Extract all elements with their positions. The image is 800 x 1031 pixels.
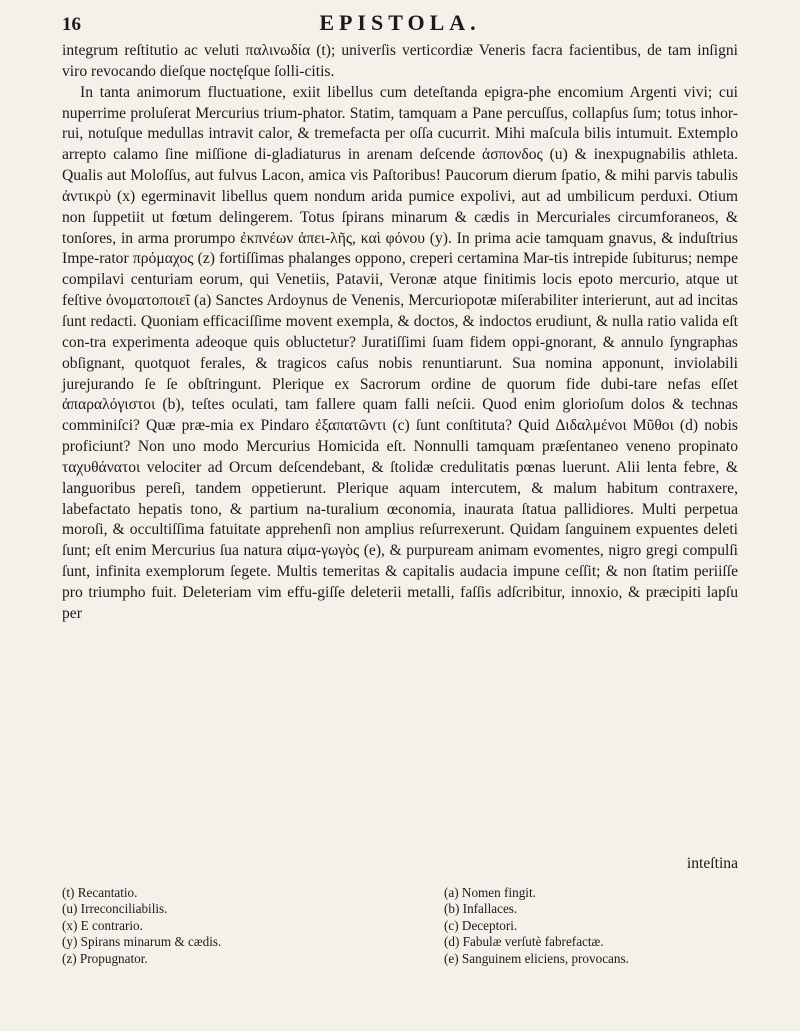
footnote: (x) E contrario. [62,917,143,933]
footnotes-right-column [400,885,738,967]
footnote: (t) Recantatio. [62,885,138,900]
footnote: (d) Fabulæ verſutè fabrefactæ. [444,934,604,950]
footnotes-left-column [62,885,400,967]
page-header [62,10,738,40]
paragraph: integrum reſtitutio ac veluti παλινωδία (t); univerſis verticordiæ Veneris facra facientibus, de tam inſigni viro revocando dieſque noctęſque ſolli-citis. [62,42,738,80]
body-text [62,41,738,625]
paragraph: In tanta animorum fluctuatione, exiit libellus cum deteſtanda epigra-phe encomium Argenti vivi; cui nuperrime proluſerat Mercurius trium-phator. Statim, tamquam a Pane percuſſus, collapſus ſum; totus inhor-rui, notuſque medullas intravit calor, & tremefacta per oſſa cucurrit. Mihi maſcula bilis intumuit. Extemplo arrepto calamo ſine miſſione di-gladiaturus in arenam deſcende ἀσπονδος (u) & inexpugnabilis athleta. Qualis aut Moloſſus, aut fulvus Lacon, amica vis Paſtoribus! Paucorum dierum ſpatio, & mihi parvis tabulis ἀντικρὺ (x) egerminavit libellus quem nondum arida pumice expolivi, aut ad umbilicum perduxi. Otium non ſuppetiit ut fœtum delingerem. Totus ſpirans minarum & cædis in Mercuriales circumforaneos, & tonſores, in arma prorumpo ἐκπνέων ἀπει-λῆς, καὶ φόνου (y). In prima acie tamquam gnavus, & induſtrius Impe-rator πρόμαχος (z) fortiſſimas phalanges oppono, creperi certamina Mar-tis intrepide ſubiturus; nempe compilavi centuriam eorum, qui Venetiis, Patavii, Veronæ atque finitimis locis epoto mercurio, atque ut feſtive ὀνοματοποιεῖ (a) Sanctes Ardoynus de Venenis, Mercuriopotæ miſerabiliter interierunt, aut ad incitas ſunt redacti. Quoniam efficaciſſime movent exempla, & doctos, & indoctos erudiunt, & nulla ratio valida eſt con-tra experimenta adeoque quis obluctetur? Juratiſſimi ſuam fidem oppi-gnorant, & annulo ſyngraphas obſignant, quotquot ferales, & tragicos caſus nobis renuntiarunt. Sua nomina apponunt, inviolabili jurejurando ſe ſe obſtringunt. Plerique ex Sacrorum ordine de quorum fide dubi-tare nefas eſſet ἀπαραλόγιστοι (b), teſtes oculati, tam fallere quam falli neſcii. Quod enim glorioſum dolos & technas comminiſci? Quæ præ-mia ex Pindaro ἐξαπατῶντι (c) ſunt conſtituta? Quid Διδαλμένοι Μῦθοι (d) nobis proficiunt? Non uno modo Mercurius Homicida eſt. Nonnulli tamquam præſentaneo veneno propinato ταχυθάνατοι velociter ad Orcum deſcendebant, & ſtolidæ credulitatis pœnas luerunt. Alii lenta febre, & languoribus pereſi, tandem oppetierunt. Plerique aquam intercutem, & malum habitum contraxere, labefactato hepatis tono, & partium na-turalium œconomia, inaurata ſtatua pallidiores. Multi perpetua moroſi, & occultiſſima fatuitate apprehenſi non amplius reſurrexerunt. Quidam ſanguinem expuentes deleti ſunt; eſt enim Mercurius ſua natura αἱμα-γωγὸς (e), & purpuream animam evomentes, nigro gregi compulſi ſunt, infinita exemplorum ſegete. Multis temeritas & capitalis audacia impune ceſſit; & non ſtatim periiſſe pro triumpho fuit. Deleteriam vim effu-giſſe deleterii metalli, faſſis adſcribitur, innoxio, & præcipiti lapſu per [62,83,738,622]
footnote: (u) Irreconciliabilis. [62,901,168,917]
footnote: (e) Sanguinem eliciens, provocans. [444,950,629,966]
page-number: 16 [62,14,81,35]
footnotes [62,885,738,967]
running-head: EPISTOLA. [319,10,481,35]
footnote: (a) Nomen fingit. [444,885,536,900]
footnote: (y) Spirans minarum & cædis. [62,934,222,950]
footnote: (c) Deceptori. [444,917,518,933]
catchword: inteſtina [686,855,738,872]
footnote: (b) Infallaces. [444,901,518,917]
footnote: (z) Propugnator. [62,950,148,966]
